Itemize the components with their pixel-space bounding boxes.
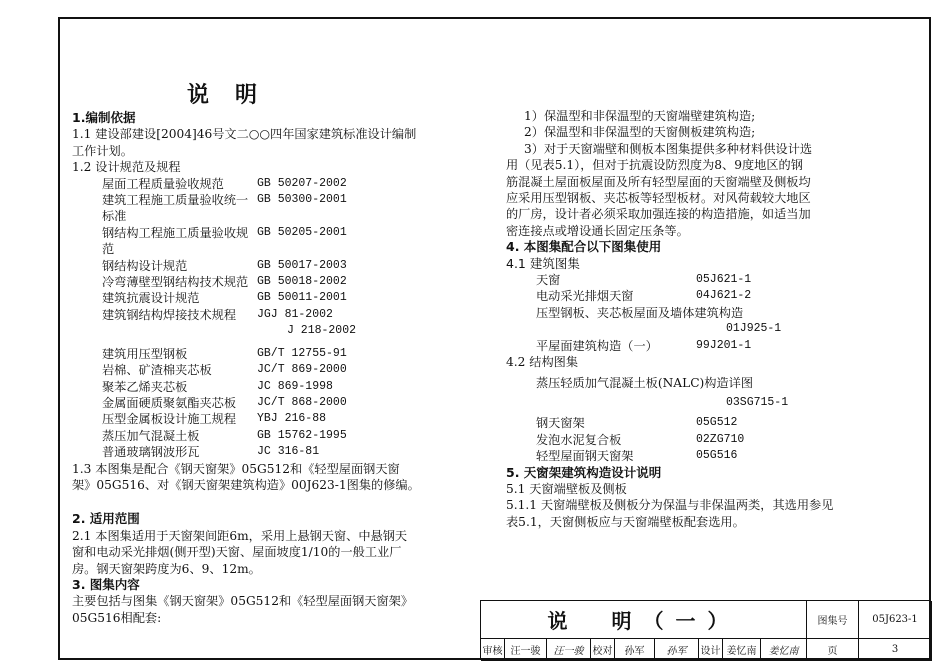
code-row: 建筑钢结构焊接技术规程 JGJ 81-2002 (102, 307, 333, 322)
atlas-row: 发泡水泥复合板 02ZG710 (536, 432, 745, 447)
para-1-2: 1.2 设计规范及规程 (72, 160, 181, 175)
atlas-name: 压型钢板、夹芯板屋面及墙体建筑构造 (536, 305, 744, 320)
section-1-heading: 1.编制依据 (72, 110, 136, 125)
item-3-cont: 用（见表5.1），但对于抗震设防烈度为8、9度地区的钢 (506, 158, 803, 173)
item-3-cont: 密连接点或增设通长固定压条等。 (506, 223, 689, 238)
section-4-2: 4.2 结构图集 (506, 355, 579, 370)
atlas-number: 05J623-1 (859, 601, 932, 639)
code-row: 钢结构设计规范 GB 50017-2003 (102, 258, 347, 273)
item-2: 2）保温型和非保温型的天窗侧板建筑构造; (524, 125, 756, 140)
code-row: 普通玻璃钢波形瓦 JC 316-81 (102, 445, 320, 460)
check-name: 孙军 (615, 639, 655, 661)
para-3a: 主要包括与图集《钢天窗架》05G512和《轻型屋面钢天窗架》 (72, 594, 414, 609)
code-row: 建筑抗震设计规范 GB 50011-2001 (102, 291, 347, 306)
code-row: 蒸压加气混凝土板 GB 15762-1995 (102, 428, 347, 443)
atlas-label: 图集号 (807, 601, 859, 639)
check-label: 校对 (591, 639, 615, 661)
para-1-3a: 1.3 本图集是配合《钢天窗架》05G512和《轻型屋面钢天窗 (72, 461, 400, 476)
code-row: 压型金属板设计施工规程 YBJ 216-88 (102, 412, 327, 427)
atlas-row: 轻型屋面钢天窗架 05G516 (536, 449, 738, 464)
atlas-row: 平屋面建筑构造（一） 99J201-1 (536, 338, 752, 353)
atlas-row: 钢天窗架 05G512 (536, 416, 738, 431)
atlas-row: 天窗 05J621-1 (536, 273, 752, 288)
atlas-code: 03SG715-1 (726, 395, 789, 409)
para-1-1b: 工作计划。 (72, 143, 133, 158)
check-signature: 孙军 (655, 639, 699, 661)
code-row: 屋面工程质量验收规范 GB 50207-2002 (102, 176, 347, 191)
para-1-1a: 1.1 建设部建设[2004]46号文二○○四年国家建筑标准设计编制 (72, 127, 417, 142)
para-5-1-1a: 5.1.1 天窗端壁板及侧板分为保温与非保温两类，其选用参见 (506, 498, 834, 513)
section-2-heading: 2. 适用范围 (72, 511, 140, 527)
para-3b: 05G516相配套: (72, 610, 162, 625)
para-2-1a: 2.1 本图集适用于天窗架间距6m，采用上悬钢天窗、中悬钢天 (72, 528, 408, 543)
page-title: 说 明 (187, 83, 260, 108)
title-block (480, 600, 931, 660)
code-extra: J 218-2002 (287, 324, 357, 338)
section-5-heading: 5. 天窗架建筑构造设计说明 (506, 464, 662, 480)
section-3-heading: 3. 图集内容 (72, 576, 140, 592)
para-2-1b: 窗和电动采光排烟(侧开型)天窗、屋面坡度1/10的一般工业厂 (72, 545, 402, 560)
review-name: 汪一骏 (505, 639, 547, 661)
atlas-row: 电动采光排烟天窗 04J621-2 (536, 289, 752, 304)
left-column (72, 110, 444, 626)
section-4-heading: 4. 本图集配合以下图集使用 (506, 239, 662, 255)
item-3: 3）对于天窗端壁和侧板本图集提供多种材料供设计选 (524, 141, 813, 156)
page-label: 页 (807, 639, 859, 661)
right-column (506, 108, 876, 530)
title-block-main: 说 明（一） (481, 601, 807, 639)
atlas-name: 蒸压轻质加气混凝土板(NALC)构造详图 (536, 375, 754, 390)
code-row: 聚苯乙烯夹芯板 JC 869-1998 (102, 379, 333, 394)
codes-list-2 (72, 346, 444, 461)
item-3-cont: 的厂房，设计者必须采取加强连接的构造措施，如适当加 (506, 207, 811, 222)
item-3-cont: 应采用压型钢板、夹芯板等轻型板材。对风荷载较大地区 (506, 191, 811, 206)
section-5-1: 5.1 天窗端壁板及侧板 (506, 481, 627, 496)
item-3-cont: 筋混凝土屋面板屋面及所有轻型屋面的天窗端壁及侧板均 (506, 174, 811, 189)
design-label: 设计 (699, 639, 723, 661)
code-row: 金属面硬质聚氨酯夹芯板 JC/T 868-2000 (102, 395, 347, 410)
atlas-code: 01J925-1 (726, 322, 782, 336)
code-row: 钢结构工程施工质量验收规范 GB 50205-2001 (102, 225, 347, 257)
review-signature: 汪一骏 (547, 639, 591, 661)
page-number: 3 (859, 639, 932, 661)
code-row: 岩棉、矿渣棉夹芯板 JC/T 869-2000 (102, 363, 347, 378)
review-label: 审核 (481, 639, 505, 661)
code-row: 建筑工程施工质量验收统一标准 GB 50300-2001 (102, 193, 347, 224)
item-1: 1）保温型和非保温型的天窗端壁建筑构造; (524, 109, 756, 123)
para-5-1-1b: 表5.1，天窗侧板应与天窗端壁板配套选用。 (506, 514, 745, 529)
para-1-3b: 架》05G516、对《钢天窗架建筑构造》00J623-1图集的修编。 (72, 477, 420, 492)
code-row: 建筑用压型钢板 GB/T 12755-91 (102, 346, 347, 361)
code-row: 冷弯薄壁型钢结构技术规范 GB 50018-2002 (102, 275, 347, 290)
design-name: 姜忆南 (723, 639, 761, 661)
design-signature: 姜忆南 (761, 639, 807, 661)
section-4-1: 4.1 建筑图集 (506, 255, 580, 271)
codes-list-1 (72, 176, 444, 340)
para-2-1c: 房。钢天窗架跨度为6、9、12m。 (72, 561, 261, 576)
